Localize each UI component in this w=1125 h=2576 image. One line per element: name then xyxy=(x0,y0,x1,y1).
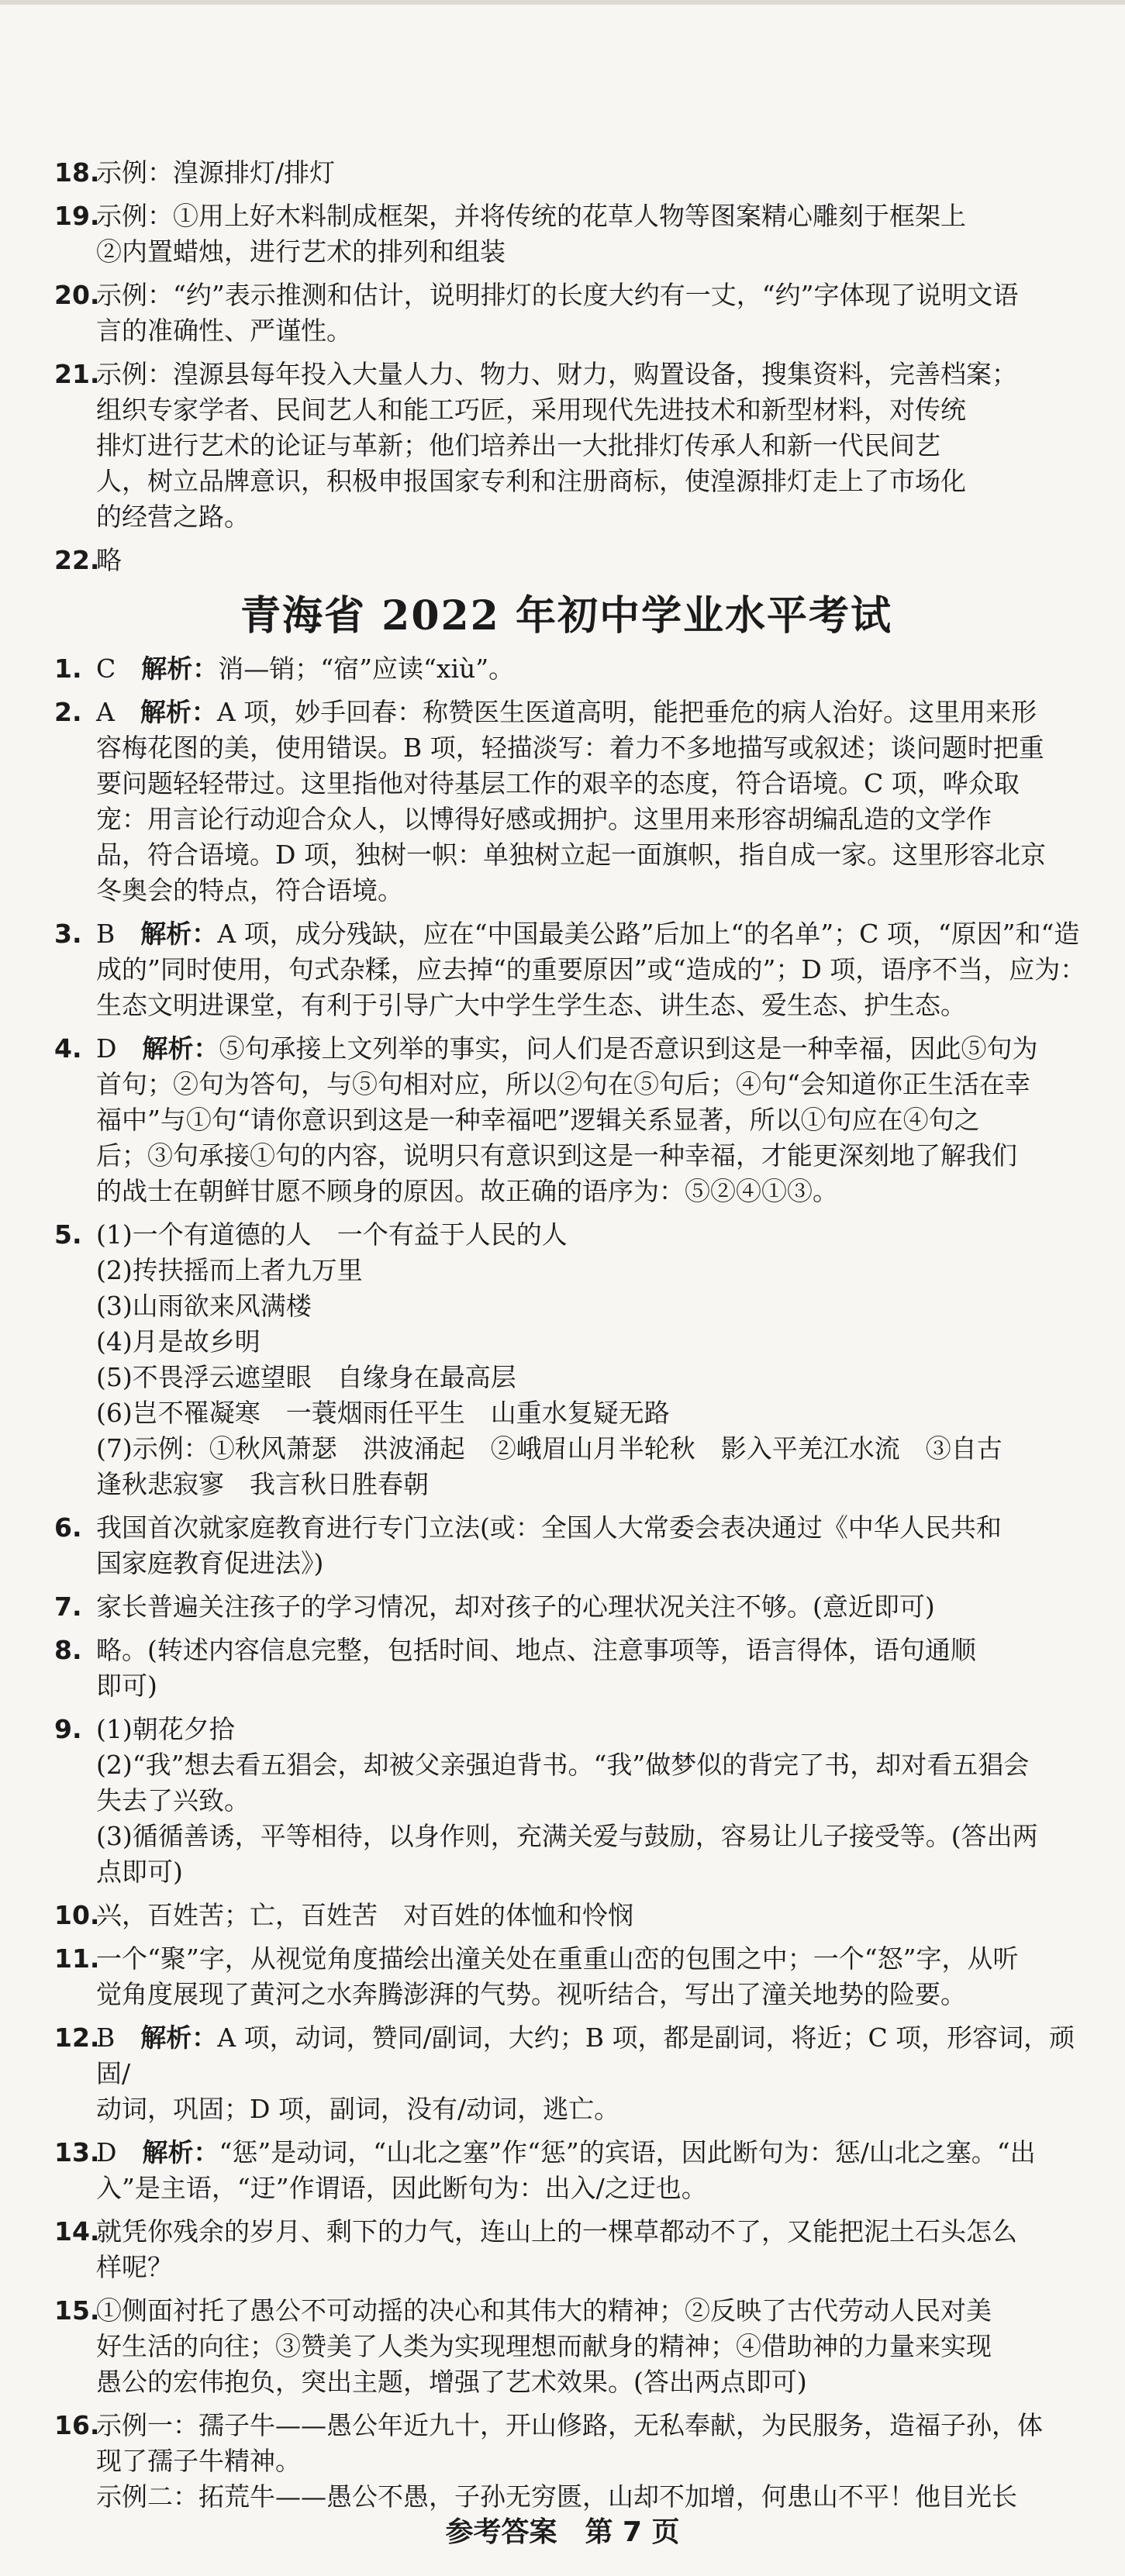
answer-text: 宠：用言论行动迎合众人，以博得好感或拥护。这里用来形容胡编乱造的文学作 xyxy=(96,804,992,834)
answer-text: 生态文明进课堂，有利于引导广大中学生学生态、讲生态、爱生态、护生态。 xyxy=(96,990,966,1020)
answer-line xyxy=(47,2443,1086,2479)
answer-item xyxy=(47,1898,1086,1933)
answer-line xyxy=(47,2171,1086,2206)
answer-choice: C xyxy=(96,653,116,684)
answer-text: A 项，妙手回春：称赞医生医道高明，能把垂危的病人治好。这里用来形 xyxy=(216,697,1037,727)
analysis-label: 解析： xyxy=(141,653,219,684)
answer-line xyxy=(47,464,1086,499)
answer-subline: (4)月是故乡明 xyxy=(96,1326,261,1357)
item-number: 5. xyxy=(54,1219,82,1250)
answer-item xyxy=(47,357,1086,392)
top-border xyxy=(0,0,1125,5)
item-number: 15. xyxy=(54,2295,100,2326)
answer-line xyxy=(47,1546,1086,1581)
analysis-label: 解析： xyxy=(140,2023,218,2053)
analysis-label: 解析： xyxy=(140,919,218,949)
item-number: 12. xyxy=(54,2023,100,2053)
answer-subline: (5)不畏浮云遮望眼 自缘身在最高层 xyxy=(96,1362,516,1392)
answer-text: 样呢？ xyxy=(96,2252,173,2282)
answer-text: 要问题轻轻带过。这里指他对待基层工作的艰辛的态度，符合语境。C 项，哗众取 xyxy=(96,768,1020,798)
answer-text: 国家庭教育促进法》) xyxy=(96,1548,324,1578)
answer-item xyxy=(47,2135,1086,2171)
analysis-label: 解析： xyxy=(142,1033,219,1064)
answer-line xyxy=(47,1138,1086,1174)
item-number: 22. xyxy=(54,545,100,575)
answer-text: 现了孺子牛精神。 xyxy=(96,2446,301,2476)
answer-line xyxy=(47,392,1086,428)
answer-text: 容梅花图的美，使用错误。B 项，轻描淡写：着力不多地描写或叙述；谈问题时把重 xyxy=(96,733,1044,763)
item-number: 18. xyxy=(54,157,100,188)
item-number: 21. xyxy=(54,359,100,389)
answer-line xyxy=(47,952,1086,988)
answer-content xyxy=(47,147,1086,2515)
answer-subline: (2)“我”想去看五猖会，却被父亲强迫背书。“我”做梦似的背完了书，却对看五猖会 xyxy=(96,1750,1030,1780)
answer-item xyxy=(47,651,1086,687)
answer-item xyxy=(47,1217,1086,1253)
answer-text: 示例：“约”表示推测和估计，说明排灯的长度大约有一丈，“约”字体现了说明文语 xyxy=(96,280,1019,310)
answer-line xyxy=(47,2364,1086,2400)
answer-subline: 逢秋悲寂寥 我言秋日胜春朝 xyxy=(96,1469,429,1499)
answer-line xyxy=(47,428,1086,464)
answer-item xyxy=(47,2293,1086,2329)
answer-line xyxy=(47,2091,1086,2127)
item-number: 4. xyxy=(54,1033,82,1064)
answer-text: 示例一：孺子牛——愚公年近九十，开山修路，无私奉献，为民服务，造福子孙，体 xyxy=(96,2410,1043,2440)
answer-line xyxy=(47,730,1086,766)
answer-text: 后；③句承接①句的内容，说明只有意识到这是一种幸福，才能更深刻地了解我们 xyxy=(96,1140,1017,1171)
item-number: 6. xyxy=(54,1512,82,1543)
answer-item xyxy=(47,2020,1086,2091)
exam-section-title: 青海省 2022 年初中学业水平考试 xyxy=(240,592,892,640)
item-number: 8. xyxy=(54,1635,82,1665)
answer-text: 人，树立品牌意识，积极申报国家专利和注册商标，使湟源排灯走上了市场化 xyxy=(96,466,966,496)
answer-text: 成的”同时使用，句式杂糅，应去掉“的重要原因”或“造成的”；D 项，语序不当，应为： xyxy=(96,954,1086,985)
answer-text: 示例：湟源排灯/排灯 xyxy=(96,157,336,188)
answer-text: 一个“聚”字，从视觉角度描绘出潼关处在重重山峦的包围之中；一个“怒”字，从听 xyxy=(96,1943,1019,1974)
answer-subline: 失去了兴致。 xyxy=(96,1785,250,1816)
answer-text: 略 xyxy=(96,545,122,575)
answer-text: 我国首次就家庭教育进行专门立法(或：全国人大常委会表决通过《中华人民共和 xyxy=(96,1512,1002,1543)
item-number: 14. xyxy=(54,2216,100,2247)
answer-text: 兴，百姓苦；亡，百姓苦 对百姓的体恤和怜悯 xyxy=(96,1900,633,1930)
answer-text: 即可) xyxy=(96,1671,157,1701)
answer-item xyxy=(47,695,1086,730)
item-number: 11. xyxy=(54,1943,100,1974)
answer-item xyxy=(47,2214,1086,2250)
answer-text: 福中”与①句“请你意识到这是一种幸福吧”逻辑关系显著，所以①句应在④句之 xyxy=(96,1105,980,1135)
item-number: 9. xyxy=(54,1714,82,1744)
answer-item xyxy=(47,1941,1086,1977)
answer-line xyxy=(47,234,1086,270)
item-number: 1. xyxy=(54,653,82,684)
answer-text: 消—销；“宿”应读“xiù”。 xyxy=(218,653,515,684)
item-number: 19. xyxy=(54,201,100,231)
answer-line xyxy=(47,873,1086,909)
answer-item xyxy=(47,1712,1086,1747)
item-number: 2. xyxy=(54,697,82,727)
answer-choice: D xyxy=(96,2137,117,2167)
answer-text: 好生活的向往；③赞美了人类为实现理想而献身的精神；④借助神的力量来实现 xyxy=(96,2331,992,2361)
answer-text: ①侧面衬托了愚公不可动摇的决心和其伟大的精神；②反映了古代劳动人民对美 xyxy=(96,2295,992,2326)
answer-subline: (6)岂不罹凝寒 一蓑烟雨任平生 山重水复疑无路 xyxy=(96,1398,670,1428)
item-number: 3. xyxy=(54,919,82,949)
answer-text: 排灯进行艺术的论证与革新；他们培养出一大批排灯传承人和新一代民间艺 xyxy=(96,430,940,460)
answer-text: 略。(转述内容信息完整，包括时间、地点、注意事项等，语言得体，语句通顺 xyxy=(96,1635,976,1665)
answer-item xyxy=(47,1633,1086,1668)
answer-line xyxy=(47,1102,1086,1138)
answer-line xyxy=(47,766,1086,802)
answer-item xyxy=(47,1031,1086,1067)
answer-choice: A xyxy=(96,697,115,727)
answer-text: “惩”是动词，“山北之塞”作“惩”的宾语，因此断句为：惩/山北之塞。“出 xyxy=(219,2137,1036,2167)
answer-line xyxy=(47,1668,1086,1704)
answer-item xyxy=(47,2408,1086,2443)
analysis-label: 解析： xyxy=(140,697,217,727)
item-number: 20. xyxy=(54,280,100,310)
answer-line xyxy=(47,1174,1086,1209)
answer-item xyxy=(47,1510,1086,1546)
answer-text: 的经营之路。 xyxy=(96,502,250,532)
answer-choice: D xyxy=(96,1033,117,1064)
answer-item xyxy=(47,1589,1086,1625)
answer-text: 首句；②句为答句，与⑤句相对应，所以②句在⑤句后；④句“会知道你正生活在幸 xyxy=(96,1069,1030,1099)
answer-item xyxy=(47,198,1086,234)
answer-line xyxy=(47,1067,1086,1102)
analysis-label: 解析： xyxy=(142,2137,219,2167)
answer-line xyxy=(47,988,1086,1023)
answer-choice: B xyxy=(96,919,116,949)
answer-text: 品，符合语境。D 项，独树一帜：单独树立起一面旗帜，指自成一家。这里形容北京 xyxy=(96,840,1046,870)
answer-subline: 点即可) xyxy=(96,1857,183,1887)
answer-text: 示例：湟源县每年投入大量人力、物力、财力，购置设备，搜集资料，完善档案； xyxy=(96,359,1017,389)
item-number: 10. xyxy=(54,1900,100,1930)
answer-line xyxy=(47,499,1086,535)
answer-item xyxy=(47,278,1086,313)
answer-text: ②内置蜡烛，进行艺术的排列和组装 xyxy=(96,236,506,267)
answer-text: ⑤句承接上文列举的事实，问人们是否意识到这是一种幸福，因此⑤句为 xyxy=(219,1033,1038,1064)
answer-line xyxy=(47,837,1086,873)
answer-line xyxy=(47,313,1086,349)
answer-line xyxy=(47,2329,1086,2364)
answer-item xyxy=(47,916,1086,952)
answer-item xyxy=(47,155,1086,191)
answer-text: (1)一个有道德的人 一个有益于人民的人 xyxy=(96,1219,568,1250)
answer-subline: (2)抟扶摇而上者九万里 xyxy=(96,1255,363,1285)
answer-text: A 项，成分残缺，应在“中国最美公路”后加上“的名单”；C 项，“原因”和“造 xyxy=(217,919,1080,949)
answer-line xyxy=(47,2250,1086,2285)
answer-text: 示例：①用上好木料制成框架，并将传统的花草人物等图案精心雕刻于框架上 xyxy=(96,201,966,231)
answer-text: (1)朝花夕拾 xyxy=(96,1714,235,1744)
answer-item xyxy=(47,543,1086,578)
answer-text: A 项，动词，赞同/副词，大约；B 项，都是副词，将近；C 项，形容词，顽固/ xyxy=(96,2023,1075,2088)
answer-text: 愚公的宏伟抱负，突出主题，增强了艺术效果。(答出两点即可) xyxy=(96,2367,807,2397)
item-number: 16. xyxy=(54,2410,100,2440)
answer-choice: B xyxy=(96,2023,116,2053)
answer-text: 动词，巩固；D 项，副词，没有/动词，逃亡。 xyxy=(96,2094,620,2124)
answer-line xyxy=(47,802,1086,837)
item-number: 7. xyxy=(54,1591,82,1622)
answer-text: 就凭你残余的岁月、剩下的力气，连山上的一棵草都动不了，又能把泥土石头怎么 xyxy=(96,2216,1017,2247)
answer-text: 冬奥会的特点，符合语境。 xyxy=(96,875,403,905)
answer-text: 言的准确性、严谨性。 xyxy=(96,316,352,346)
page-footer: 参考答案 第 7 页 xyxy=(445,2516,680,2548)
answer-subline: (7)示例：①秋风萧瑟 洪波涌起 ②峨眉山月半轮秋 影入平羌江水流 ③自古 xyxy=(96,1433,1002,1464)
answer-text: 家长普遍关注孩子的学习情况，却对孩子的心理状况关注不够。(意近即可) xyxy=(96,1591,935,1622)
answer-text: 入”是主语，“迂”作谓语，因此断句为：出入/之迂也。 xyxy=(96,2173,707,2203)
item-number: 13. xyxy=(54,2137,100,2167)
answer-text: 组织专家学者、民间艺人和能工巧匠，采用现代先进技术和新型材料，对传统 xyxy=(96,395,966,425)
answer-line xyxy=(47,1977,1086,2012)
answer-text: 的战士在朝鲜甘愿不顾身的原因。故正确的语序为：⑤②④①③。 xyxy=(96,1176,838,1206)
answer-text: 觉角度展现了黄河之水奔腾澎湃的气势。视听结合，写出了潼关地势的险要。 xyxy=(96,1979,966,2009)
answer-subline: (3)循循善诱，平等相待，以身作则，充满关爱与鼓励，容易让儿子接受等。(答出两 xyxy=(96,1821,1038,1851)
answer-subline: 示例二：拓荒牛——愚公不愚，子孙无穷匮，山却不加增，何患山不平！他目光长 xyxy=(96,2481,1017,2512)
answer-subline: (3)山雨欲来风满楼 xyxy=(96,1291,312,1321)
